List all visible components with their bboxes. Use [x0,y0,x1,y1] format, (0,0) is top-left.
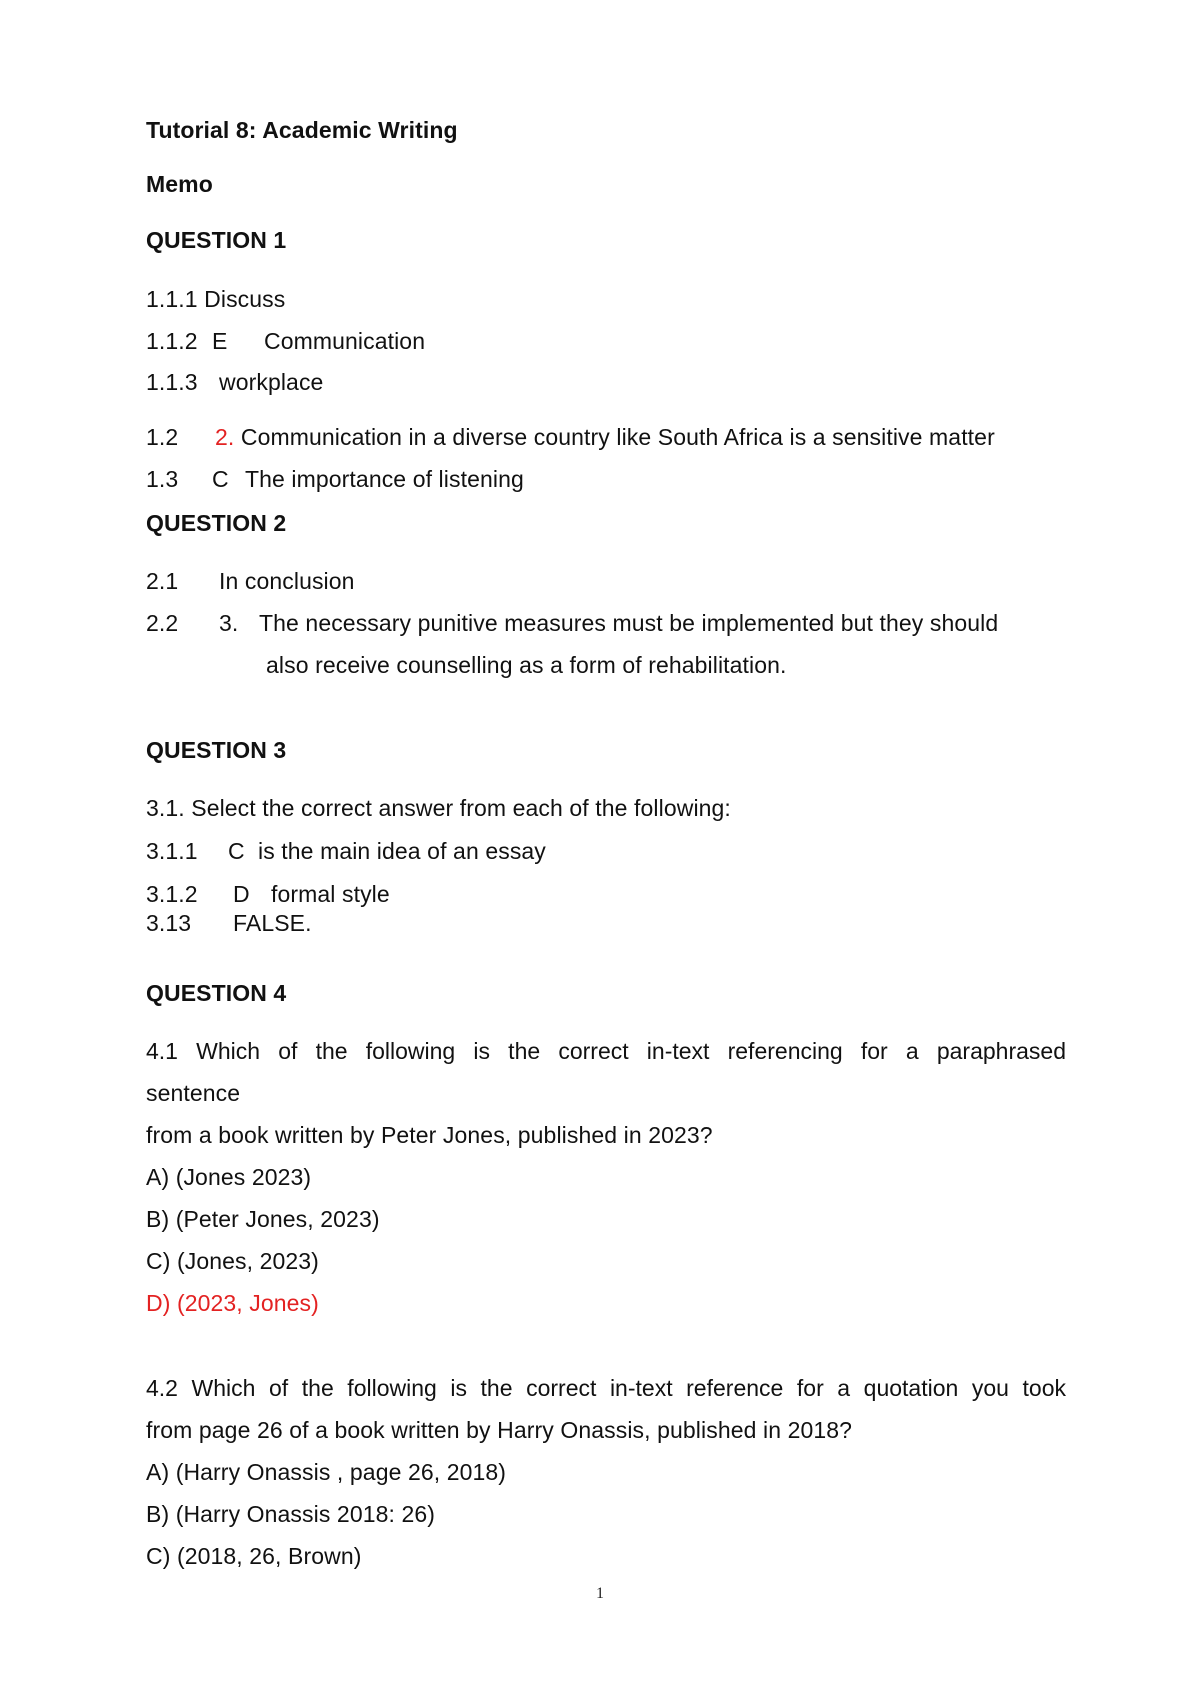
answer-3-1-1-text: is the main idea of an essay [258,838,546,864]
option-4-1-c: C) (Jones, 2023) [146,1248,319,1274]
answer-3-1-2-text: formal style [271,881,390,907]
question-4-1-line-3: from a book written by Peter Jones, published in 2023? [146,1122,713,1148]
answer-2-2-text: The necessary punitive measures must be implemented but they should [259,610,999,636]
answer-2-2-marker: 3. [219,610,239,636]
option-4-2-a: A) (Harry Onassis , page 26, 2018) [146,1459,507,1485]
question-4-1-line-2: sentence [146,1080,241,1106]
answer-3-1-3-number: 3.13 [146,910,192,936]
answer-3-1-2-number: 3.1.2 [146,881,198,907]
answer-1-1-3-text: workplace [219,369,324,395]
question-4-2-line-1: 4.2 Which of the following is the correct in-text reference for a quotation you took [146,1375,1066,1401]
answer-1-1-2-text: Communication [264,328,426,354]
answer-1-1-1: 1.1.1 Discuss [146,286,286,312]
page-number: 1 [596,1585,604,1602]
answer-1-1-2-number: 1.1.2 [146,328,198,354]
answer-3-1: 3.1. Select the correct answer from each of the following: [146,795,731,821]
answer-1-2-sentence: Communication in a diverse country like South Africa is a sensitive matter [234,424,995,450]
option-4-2-c: C) (2018, 26, Brown) [146,1543,362,1569]
answer-2-2-number: 2.2 [146,610,179,636]
question-2-heading: QUESTION 2 [146,510,287,536]
document-subtitle: Memo [146,171,213,197]
option-4-2-b: B) (Harry Onassis 2018: 26) [146,1501,436,1527]
option-4-1-d-correct-answer: D) (2023, Jones) [146,1290,319,1316]
question-4-2-line-2: from page 26 of a book written by Harry Onassis, published in 2018? [146,1417,853,1443]
answer-1-2-number: 1.2 [146,424,179,450]
answer-1-2-marker: 2. [215,424,235,450]
answer-2-1-text: In conclusion [219,568,355,594]
answer-2-2-continuation-text: also receive counselling as a form of rehabilitation. [266,652,787,678]
option-4-1-a: A) (Jones 2023) [146,1164,312,1190]
answer-3-1-1-letter: C [228,838,245,864]
question-3-heading: QUESTION 3 [146,737,287,763]
question-4-heading: QUESTION 4 [146,980,287,1006]
answer-1-3-number: 1.3 [146,466,179,492]
answer-1-3-text: The importance of listening [245,466,524,492]
answer-1-1-2-letter: E [212,328,228,354]
answer-2-1-number: 2.1 [146,568,179,594]
option-4-1-b: B) (Peter Jones, 2023) [146,1206,380,1232]
question-4-1-line-1: 4.1 Which of the following is the correct in-text referencing for a paraphrased [146,1038,1066,1064]
document-title: Tutorial 8: Academic Writing [146,117,458,143]
answer-1-3-letter: C [212,466,229,492]
answer-3-1-3-text: FALSE. [233,910,312,936]
answer-3-1-2-letter: D [233,881,250,907]
answer-1-2-text [215,423,995,451]
question-1-heading: QUESTION 1 [146,227,287,253]
answer-1-1-3-number: 1.1.3 [146,369,198,395]
answer-3-1-1-number: 3.1.1 [146,838,198,864]
